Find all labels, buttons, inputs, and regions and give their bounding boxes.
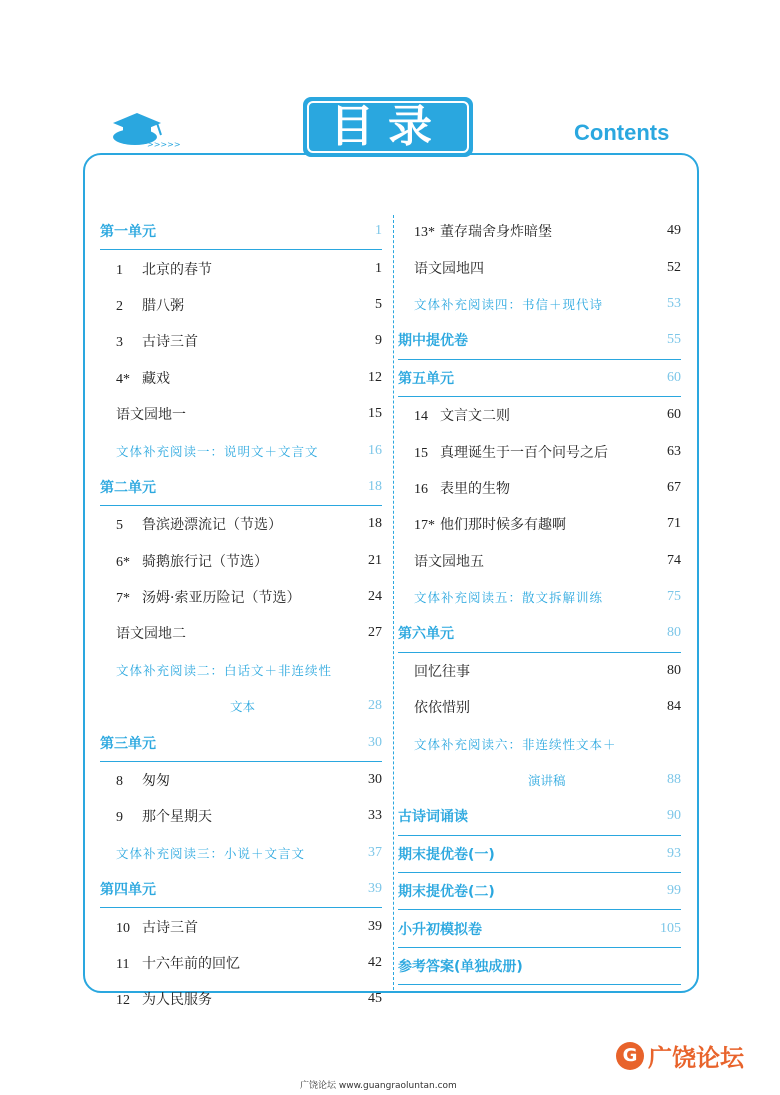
toc-entry-garden[interactable] xyxy=(398,653,681,689)
page-number: 33 xyxy=(368,808,382,824)
page-number: 52 xyxy=(667,259,681,275)
page-title xyxy=(303,97,473,157)
toc-entry-label xyxy=(398,514,566,534)
toc-entry-label xyxy=(398,806,468,826)
toc-entry-cont[interactable] xyxy=(100,688,382,724)
toc-entry-title: 文言文二则 xyxy=(440,408,510,425)
toc-entry-lesson[interactable] xyxy=(398,433,681,469)
page-number: 60 xyxy=(667,369,681,385)
footer-text: 广饶论坛 www.guangraoluntan.com xyxy=(300,1081,457,1091)
toc-entry-title: 董存瑞舍身炸暗堡 xyxy=(440,224,552,241)
toc-entry-label xyxy=(100,770,170,790)
toc-entry-title: 腊八粥 xyxy=(142,297,184,314)
toc-entry-lesson[interactable] xyxy=(100,287,382,323)
toc-entry-unit[interactable] xyxy=(100,213,382,250)
page-number: 55 xyxy=(667,332,681,348)
lesson-number: 1 xyxy=(116,262,123,278)
toc-entry-title: 文体补充阅读四：书信＋现代诗 xyxy=(414,296,604,312)
site-logo xyxy=(616,1038,744,1073)
toc-entry-title: 语文园地五 xyxy=(414,553,484,570)
toc-entry-lesson[interactable] xyxy=(398,213,681,249)
toc-entry-garden[interactable] xyxy=(398,543,681,579)
svg-text:>>>>>: >>>>> xyxy=(147,140,181,149)
toc-entry-title: 那个星期天 xyxy=(142,809,212,826)
toc-entry-label xyxy=(100,733,156,753)
toc-entry-title: 真理诞生于一百个问号之后 xyxy=(440,444,608,461)
toc-entry-label xyxy=(398,442,608,462)
toc-entry-lesson[interactable] xyxy=(100,798,382,834)
page-number: 30 xyxy=(368,772,382,788)
toc-entry-title: 依依惜别 xyxy=(414,700,470,717)
toc-entry-label xyxy=(398,258,484,278)
toc-entry-label xyxy=(398,919,482,939)
page-number: 28 xyxy=(368,698,382,714)
toc-entry-label xyxy=(100,844,305,862)
toc-entry-title: 表里的生物 xyxy=(440,480,510,497)
toc-entry-title: 期末提优卷(一) xyxy=(398,846,495,863)
page-number: 105 xyxy=(660,920,681,936)
toc-entry-title: 期末提优卷(二) xyxy=(398,884,495,901)
toc-entry-unit[interactable] xyxy=(100,871,382,908)
toc-entry-title: 语文园地二 xyxy=(116,626,186,643)
toc-entry-label xyxy=(100,404,186,424)
page-number: 75 xyxy=(667,589,681,605)
logo-g-icon: G xyxy=(616,1042,644,1070)
toc-entry-garden[interactable] xyxy=(100,396,382,432)
toc-entry-title: 他们那时候多有趣啊 xyxy=(440,517,566,534)
toc-entry-exam[interactable] xyxy=(398,910,681,947)
toc-entry-label xyxy=(100,551,268,571)
toc-entry-title: 文体补充阅读六：非连续性文本＋ xyxy=(414,736,617,752)
toc-entry-supp[interactable] xyxy=(398,286,681,322)
toc-entry-label xyxy=(398,661,470,681)
toc-left-column xyxy=(100,213,382,1018)
lesson-number: 13* xyxy=(414,225,435,241)
toc-entry-label xyxy=(100,953,240,973)
toc-entry-supp[interactable] xyxy=(100,432,382,468)
toc-entry-label xyxy=(100,331,198,351)
page-number: 45 xyxy=(368,991,382,1007)
toc-entry-label xyxy=(100,917,198,937)
lesson-number: 16 xyxy=(414,481,428,497)
page-number: 1 xyxy=(375,260,382,276)
toc-entry-unit[interactable] xyxy=(398,615,681,652)
toc-entry-title: 演讲稿 xyxy=(528,773,566,789)
toc-entry-label xyxy=(100,587,300,607)
toc-entry-label xyxy=(398,405,510,425)
toc-entry-title: 文体补充阅读三：小说＋文言文 xyxy=(116,845,306,861)
toc-entry-title: 第四单元 xyxy=(100,882,156,899)
lesson-number: 5 xyxy=(116,518,123,534)
toc-entry-label xyxy=(100,806,212,826)
toc-entry-label xyxy=(398,956,523,976)
toc-entry-cont[interactable] xyxy=(398,762,681,798)
toc-entry-label xyxy=(100,295,184,315)
toc-entry-exam[interactable] xyxy=(398,948,681,985)
lesson-number: 12 xyxy=(116,993,130,1009)
toc-entry-lesson[interactable] xyxy=(100,506,382,542)
toc-entry-label xyxy=(398,623,454,643)
page-number: 63 xyxy=(667,443,681,459)
toc-entry-title: 北京的春节 xyxy=(142,261,212,278)
page-number: 90 xyxy=(667,808,681,824)
toc-entry-title: 古诗三首 xyxy=(142,334,198,351)
toc-entry-title: 为人民服务 xyxy=(142,992,212,1009)
toc-entry-title: 鲁滨逊漂流记（节选） xyxy=(142,517,282,534)
toc-entry-label xyxy=(100,623,186,643)
page-number: 88 xyxy=(667,772,681,788)
toc-entry-title: 第五单元 xyxy=(398,370,454,387)
toc-entry-lesson[interactable] xyxy=(398,397,681,433)
toc-entry-unit[interactable] xyxy=(100,469,382,506)
toc-right-column xyxy=(398,213,681,985)
toc-entry-label xyxy=(398,881,495,901)
toc-entry-lesson[interactable] xyxy=(100,323,382,359)
toc-entry-title: 文体补充阅读二：白话文＋非连续性 xyxy=(116,662,333,678)
toc-entry-title: 第六单元 xyxy=(398,626,454,643)
lesson-number: 6* xyxy=(116,554,130,570)
toc-entry-label xyxy=(398,221,552,241)
toc-entry-label xyxy=(398,735,617,753)
lesson-number: 17* xyxy=(414,518,435,534)
toc-entry-lesson[interactable] xyxy=(100,908,382,944)
lesson-number: 14 xyxy=(414,409,428,425)
lesson-number: 2 xyxy=(116,298,123,314)
toc-entry-lesson[interactable] xyxy=(100,579,382,615)
page-number: 21 xyxy=(368,552,382,568)
toc-entry-garden[interactable] xyxy=(100,615,382,651)
lesson-number: 9 xyxy=(116,810,123,826)
contents-label: Contents xyxy=(574,120,670,145)
page-number: 30 xyxy=(368,734,382,750)
page-number: 53 xyxy=(667,295,681,311)
toc-entry-lesson[interactable] xyxy=(100,945,382,981)
toc-entry-unit[interactable] xyxy=(100,724,382,761)
toc-entry-label xyxy=(100,514,282,534)
page-number: 49 xyxy=(667,223,681,239)
toc-entry-lesson[interactable] xyxy=(100,250,382,286)
toc-entry-label xyxy=(398,330,468,350)
toc-entry-label xyxy=(100,879,156,899)
toc-entry-garden[interactable] xyxy=(398,689,681,725)
page-number: 67 xyxy=(667,479,681,495)
toc-entry-label xyxy=(398,551,484,571)
lesson-number: 8 xyxy=(116,774,123,790)
lesson-number: 15 xyxy=(414,445,428,461)
toc-entry-lesson[interactable] xyxy=(398,506,681,542)
toc-entry-label xyxy=(100,221,156,241)
page-number: 80 xyxy=(667,625,681,641)
toc-entry-supp[interactable] xyxy=(398,725,681,761)
toc-entry-label xyxy=(398,771,566,789)
page-number: 42 xyxy=(368,955,382,970)
page-number: 39 xyxy=(368,881,382,897)
toc-entry-exam[interactable] xyxy=(398,836,681,873)
page-number: 99 xyxy=(667,883,681,899)
toc-entry-title: 十六年前的回忆 xyxy=(142,956,240,972)
toc-entry-label xyxy=(398,588,603,606)
toc-entry-supp[interactable] xyxy=(100,652,382,688)
page-number: 1 xyxy=(375,223,382,239)
page-number: 93 xyxy=(667,845,681,861)
toc-entry-label xyxy=(100,477,156,497)
toc-entry-lesson[interactable] xyxy=(100,543,382,579)
toc-entry-lesson[interactable] xyxy=(100,981,382,1017)
lesson-number: 4* xyxy=(116,371,130,387)
toc-entry-title: 语文园地一 xyxy=(116,407,186,424)
lesson-number: 3 xyxy=(116,335,123,351)
toc-entry-label xyxy=(100,368,170,388)
toc-entry-title: 古诗三首 xyxy=(142,919,198,936)
toc-entry-label xyxy=(398,844,495,864)
toc-entry-label xyxy=(398,295,603,313)
toc-entry-label xyxy=(398,697,470,717)
toc-entry-title: 参考答案(单独成册) xyxy=(398,959,523,975)
page-number: 74 xyxy=(667,552,681,568)
toc-entry-title: 文体补充阅读五：散文拆解训练 xyxy=(414,590,604,606)
page-number: 27 xyxy=(368,625,382,641)
page-number: 18 xyxy=(368,478,382,494)
toc-entry-title: 期中提优卷 xyxy=(398,333,468,350)
toc-entry-title: 匆匆 xyxy=(142,773,170,790)
page-number: 15 xyxy=(368,406,382,422)
toc-entry-unit[interactable] xyxy=(398,360,681,397)
toc-entry-label xyxy=(100,442,319,460)
toc-entry-label xyxy=(100,697,255,715)
toc-entry-label xyxy=(398,478,510,498)
page-number: 12 xyxy=(368,369,382,385)
toc-entry-label xyxy=(100,661,332,679)
page-number: 71 xyxy=(667,516,681,532)
page-number: 9 xyxy=(375,333,382,349)
page-number: 39 xyxy=(368,918,382,934)
toc-entry-title: 第三单元 xyxy=(100,735,156,752)
toc-entry-label xyxy=(100,259,212,279)
toc-entry-title: 第二单元 xyxy=(100,479,156,496)
toc-entry-garden[interactable] xyxy=(398,249,681,285)
lesson-number: 10 xyxy=(116,920,130,936)
page-number: 84 xyxy=(667,699,681,715)
toc-entry-title: 小升初模拟卷 xyxy=(398,921,482,938)
toc-entry-title: 第一单元 xyxy=(100,224,156,241)
toc-entry-exam[interactable] xyxy=(398,798,681,835)
page-number: 37 xyxy=(368,844,382,860)
column-divider xyxy=(393,215,394,990)
toc-entry-title: 骑鹅旅行记（节选） xyxy=(142,553,268,570)
page-number: 5 xyxy=(375,296,382,312)
toc-entry-exam[interactable] xyxy=(398,322,681,359)
toc-entry-label xyxy=(398,368,454,388)
lesson-number: 11 xyxy=(116,957,130,972)
toc-entry-lesson[interactable] xyxy=(398,470,681,506)
page-number: 18 xyxy=(368,516,382,532)
page-number: 24 xyxy=(368,589,382,605)
toc-entry-supp[interactable] xyxy=(100,835,382,871)
toc-entry-title: 文体补充阅读一：说明文＋文言文 xyxy=(116,443,319,459)
toc-entry-title: 藏戏 xyxy=(142,370,170,387)
toc-entry-exam[interactable] xyxy=(398,873,681,910)
toc-entry-title: 回忆往事 xyxy=(414,663,470,680)
toc-entry-lesson[interactable] xyxy=(100,360,382,396)
lesson-number: 7* xyxy=(116,591,130,607)
page-title-text: 目录 xyxy=(330,101,446,152)
page-number: 60 xyxy=(667,407,681,423)
toc-entry-title: 古诗词诵读 xyxy=(398,809,468,826)
page-number: 16 xyxy=(368,442,382,458)
toc-entry-title: 文本 xyxy=(230,699,256,715)
toc-entry-lesson[interactable] xyxy=(100,762,382,798)
toc-entry-title: 汤姆·索亚历险记（节选） xyxy=(142,590,301,607)
toc-entry-title: 语文园地四 xyxy=(414,260,484,277)
toc-entry-label xyxy=(100,989,212,1009)
page-number: 80 xyxy=(667,662,681,678)
toc-entry-supp[interactable] xyxy=(398,579,681,615)
graduation-cap-icon xyxy=(105,105,185,155)
logo-text: 广饶论坛 xyxy=(648,1044,744,1072)
